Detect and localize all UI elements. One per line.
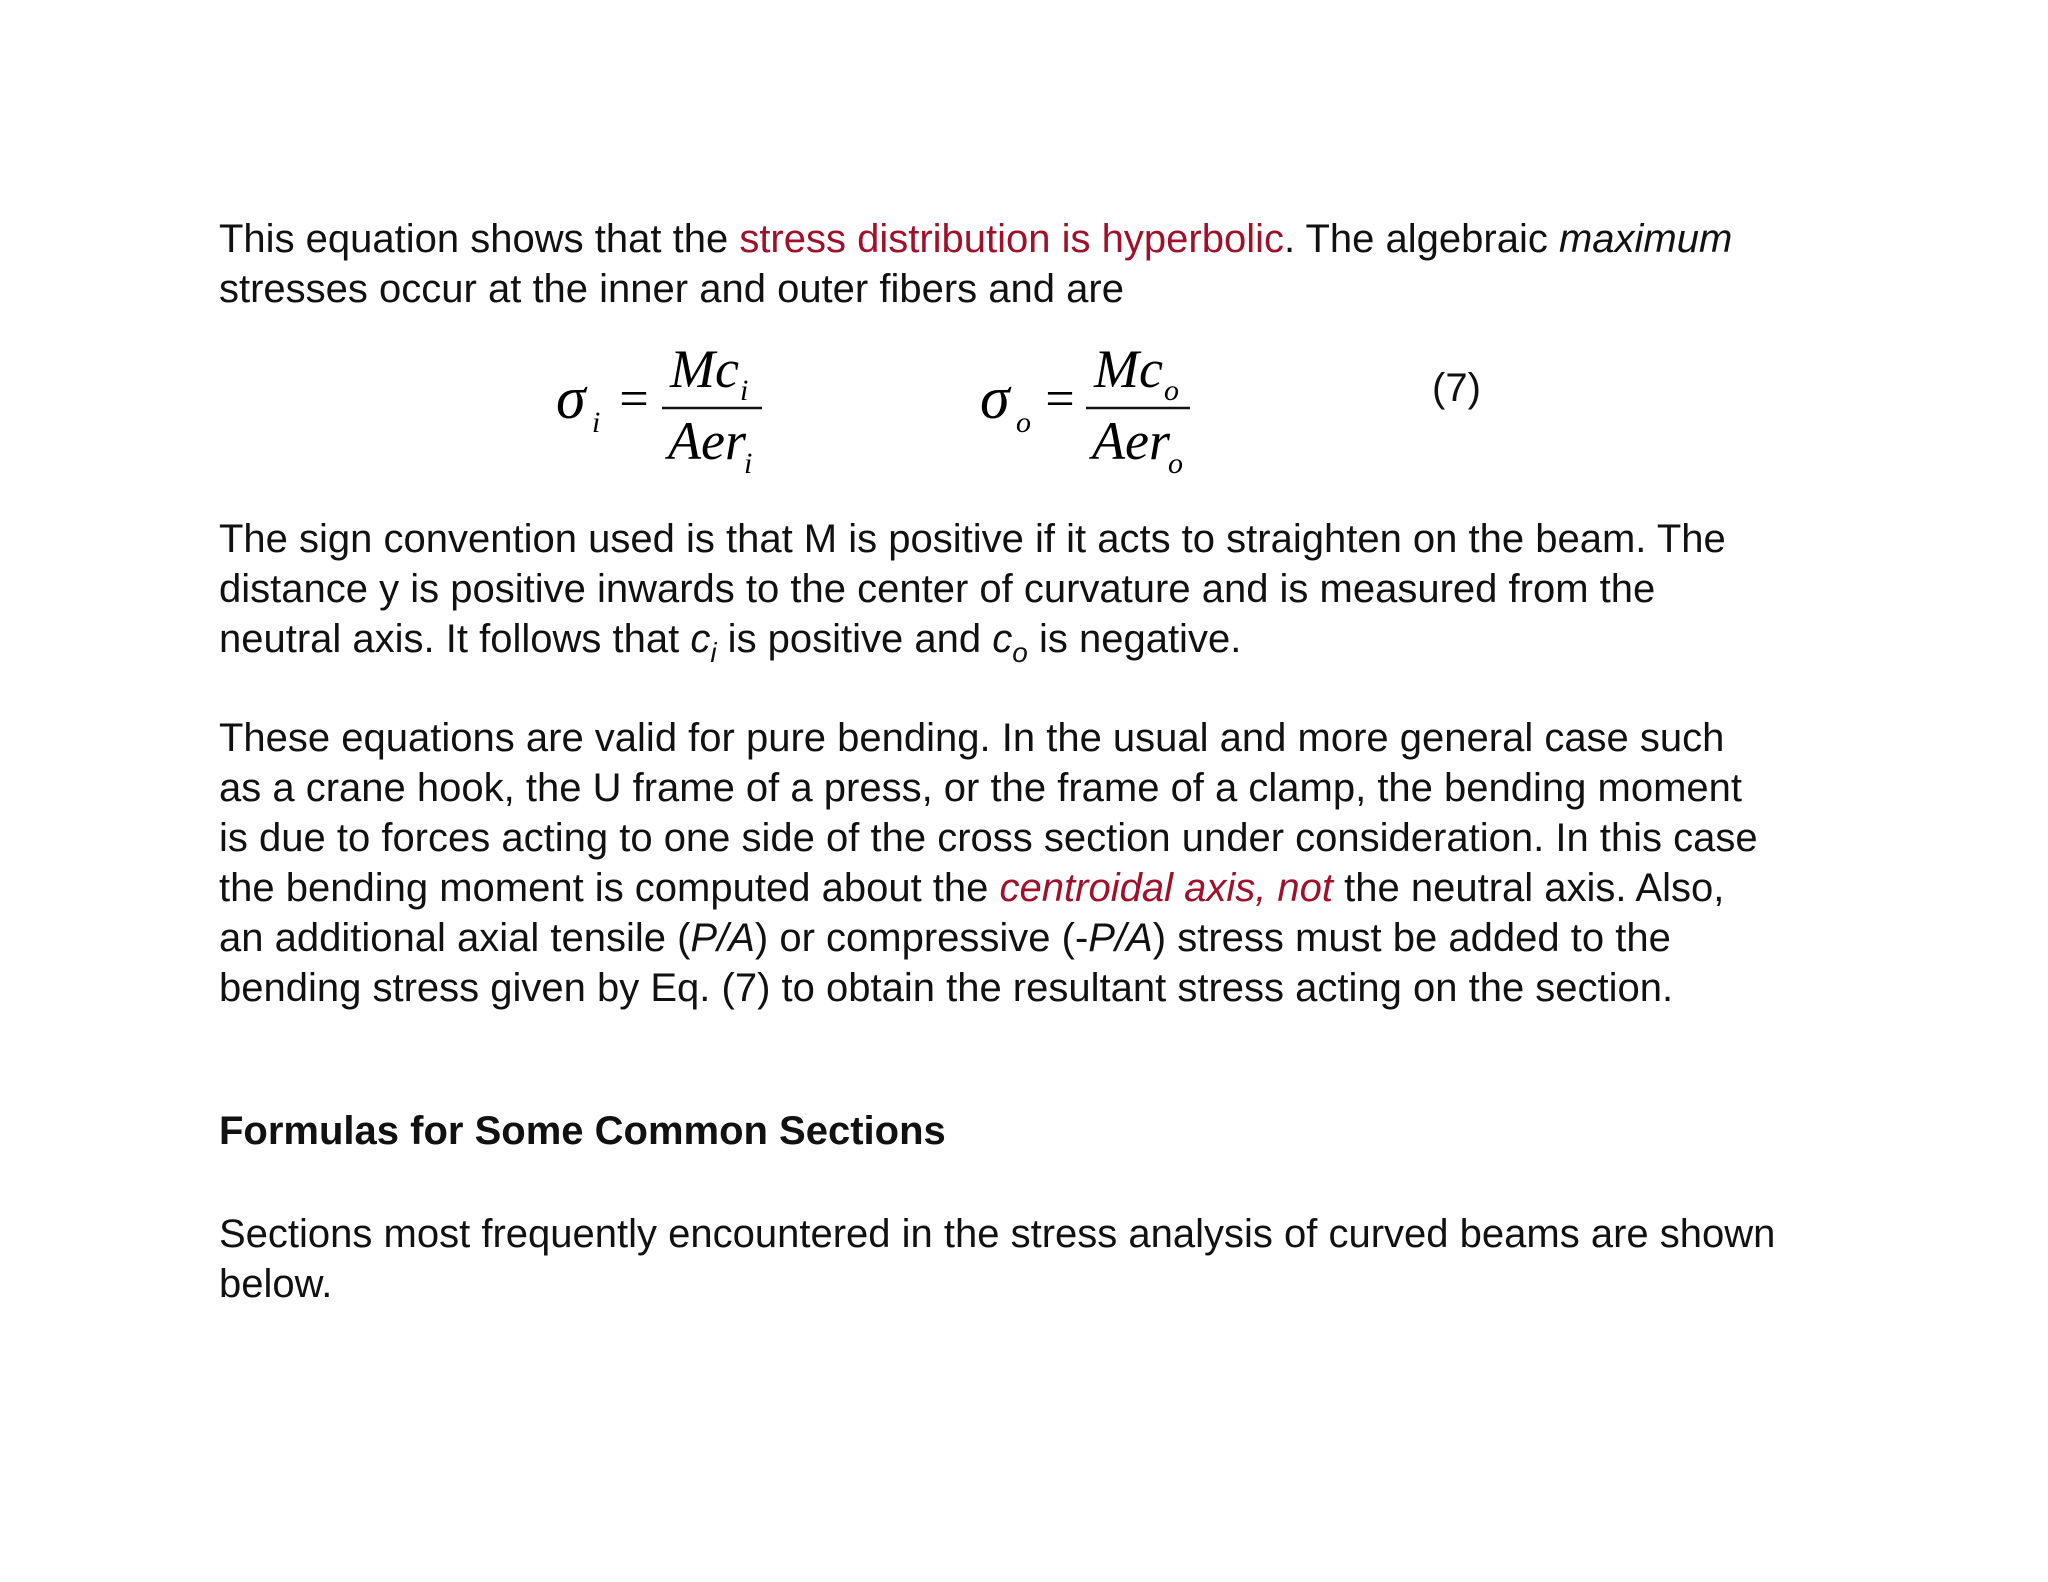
ci-symbol: c <box>690 617 711 661</box>
equals-sign: = <box>616 371 652 428</box>
section-heading: Formulas for Some Common Sections <box>219 1109 946 1153</box>
ci-subscript: i <box>710 637 717 668</box>
numerator-subscript: i <box>740 374 749 407</box>
general-line-5e: ) stress must be added to the <box>1152 916 1671 960</box>
equation-outer-stress <box>974 330 1214 490</box>
equation-number: (7) <box>1432 366 1481 410</box>
equals-sign: = <box>1042 371 1078 428</box>
sections-line-2: below. <box>219 1262 333 1306</box>
sigma-symbol: σ <box>556 365 586 431</box>
numerator: Mc <box>1094 339 1163 399</box>
sections-line-1: Sections most frequently encountered in the stress analysis of curved beams are shown <box>219 1212 1776 1256</box>
sigma-subscript: o <box>1016 406 1031 439</box>
sign-text-1: The sign convention used is that M is positive if it acts to straighten on the beam. The <box>219 517 1726 561</box>
denominator-subscript: o <box>1168 447 1183 480</box>
general-line-1: These equations are valid for pure bending. In the usual and more general case such <box>219 716 1725 760</box>
intro-text-1: This equation shows that the <box>219 217 740 261</box>
intro-text-2: . The algebraic <box>1283 217 1559 261</box>
general-line-5a: an additional axial tensile ( <box>219 916 691 960</box>
paragraph-sign-convention <box>219 514 1899 668</box>
general-line-3: is due to forces acting to one side of the cross section under consideration. In this case <box>219 816 1758 860</box>
intro-text-3: stresses occur at the inner and outer fibers and are <box>219 267 1124 311</box>
co-symbol: c <box>992 617 1013 661</box>
emphasis-maximum: maximum <box>1558 217 1733 261</box>
paragraph-sections <box>219 1209 1899 1309</box>
denominator: Aer <box>668 411 746 471</box>
sign-text-2: distance y is positive inwards to the center of curvature and is measured from the <box>219 567 1656 611</box>
highlight-centroidal-axis: centroidal axis, not <box>999 866 1334 910</box>
general-line-4a: the bending moment is computed about the <box>219 866 1000 910</box>
denominator-subscript: i <box>744 447 753 480</box>
sign-text-4: is positive and <box>716 617 993 661</box>
pa-term-1: P/A <box>690 916 755 960</box>
sigma-symbol: σ <box>980 365 1010 431</box>
co-subscript: o <box>1012 637 1028 668</box>
equation-inner-stress <box>550 330 780 490</box>
sign-text-3: neutral axis. It follows that <box>219 617 691 661</box>
numerator-subscript: o <box>1164 374 1179 407</box>
numerator: Mc <box>670 339 739 399</box>
general-line-2: as a crane hook, the U frame of a press, or the frame of a clamp, the bending moment <box>219 766 1743 810</box>
paragraph-general-case <box>219 713 1899 1013</box>
general-line-5c: ) or compressive (- <box>754 916 1089 960</box>
general-line-4c: the neutral axis. Also, <box>1333 866 1725 910</box>
denominator: Aer <box>1092 411 1170 471</box>
sign-text-5: is negative. <box>1027 617 1242 661</box>
general-line-6: bending stress given by Eq. (7) to obtain the resultant stress acting on the section. <box>219 966 1674 1010</box>
highlight-hyperbolic: stress distribution is hyperbolic <box>739 217 1284 261</box>
pa-term-2: P/A <box>1088 916 1153 960</box>
paragraph-intro <box>219 214 1899 314</box>
sigma-subscript: i <box>592 406 601 439</box>
